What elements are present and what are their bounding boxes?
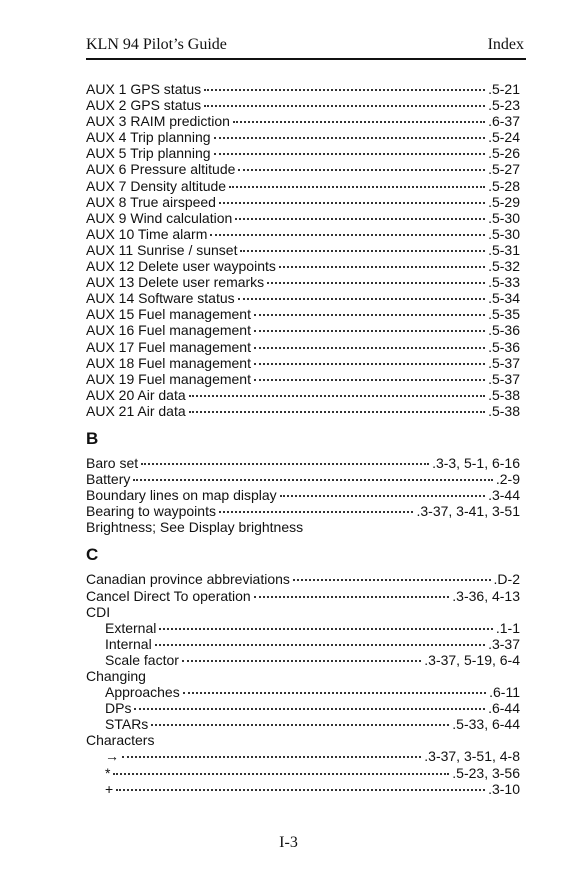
entry-page-ref: .5-23, 3-56 (452, 764, 520, 781)
entry-page-ref: .5-31 (488, 241, 520, 258)
entry-term: → (105, 748, 119, 765)
entry-term: AUX 18 Fuel management (86, 354, 251, 371)
dot-leader (280, 495, 485, 497)
entry-page-ref: .5-33 (488, 274, 520, 291)
dot-leader (219, 511, 414, 513)
entry-term: AUX 15 Fuel management (86, 306, 251, 323)
entry-term: AUX 4 Trip planning (86, 129, 211, 146)
index-entry (86, 113, 520, 129)
entry-term: External (105, 619, 157, 636)
dot-leader (233, 121, 485, 123)
manual-title: KLN 94 Pilot’s Guide (86, 36, 227, 53)
entry-page-ref: .5-34 (488, 290, 520, 307)
entry-term: CDI (86, 603, 111, 620)
entry-term: Battery (86, 471, 131, 488)
entry-term: Changing (86, 668, 146, 684)
entry-term: AUX 1 GPS status (86, 81, 202, 97)
entry-page-ref: .5-26 (488, 145, 520, 162)
entry-term: AUX 12 Delete user waypoints (86, 258, 276, 275)
section-letter-c: C (86, 545, 99, 565)
index-entry (86, 371, 520, 387)
index-entry (86, 748, 520, 764)
entry-page-ref: .5-36 (488, 338, 520, 355)
header-rule (86, 58, 526, 60)
entry-page-ref: .6-11 (489, 684, 520, 701)
index-entry (86, 765, 520, 781)
dot-leader (254, 596, 450, 598)
entry-term: + (105, 780, 114, 797)
entry-page-ref: .6-44 (488, 700, 520, 717)
index-entry (86, 290, 520, 306)
entry-term: AUX 16 Fuel management (86, 322, 251, 339)
entry-page-ref: .5-33, 6-44 (452, 716, 520, 733)
entry-page-ref: .5-27 (488, 161, 520, 178)
dot-leader (254, 330, 485, 332)
entry-page-ref: .1-1 (495, 619, 520, 636)
page-header (86, 34, 524, 58)
entry-term: Baro set (86, 454, 139, 471)
dot-leader (254, 314, 485, 316)
index-entry (86, 403, 520, 419)
index-entry (86, 732, 520, 748)
dot-leader (229, 186, 485, 188)
dot-leader (235, 218, 485, 220)
index-entry (86, 274, 520, 290)
entry-term: AUX 17 Fuel management (86, 338, 251, 355)
entry-term: Internal (105, 635, 152, 652)
dot-leader (279, 266, 485, 268)
entry-term: Approaches (105, 684, 180, 701)
dot-leader (293, 579, 491, 581)
dot-leader (141, 463, 429, 465)
dot-leader (238, 169, 485, 171)
entry-term: AUX 11 Sunrise / sunset (86, 241, 238, 258)
entry-page-ref: .5-37 (488, 370, 520, 387)
dot-leader (133, 479, 493, 481)
dot-leader (254, 379, 485, 381)
index-entry (86, 161, 520, 177)
index-list (86, 81, 520, 797)
index-entry (86, 194, 520, 210)
index-entry (86, 684, 520, 700)
entry-term: AUX 20 Air data (86, 386, 186, 403)
index-entry (86, 519, 520, 535)
entry-term: AUX 14 Software status (86, 290, 235, 307)
entry-term: Characters (86, 732, 155, 749)
entry-term: Brightness; See Display brightness (86, 519, 304, 536)
entry-term: Bearing to waypoints (86, 503, 216, 520)
index-entry (86, 700, 520, 716)
section-b-entries (86, 455, 520, 535)
entry-term: STARs (105, 716, 149, 733)
index-entry (86, 178, 520, 194)
dot-leader (240, 250, 485, 252)
entry-page-ref: .5-35 (488, 306, 520, 323)
dot-leader (210, 234, 485, 236)
entry-page-ref: .3-44 (488, 487, 520, 504)
entry-term: Scale factor (105, 651, 179, 668)
entry-term: AUX 19 Fuel management (86, 370, 251, 387)
entry-term: AUX 6 Pressure altitude (86, 161, 236, 178)
entry-term: Boundary lines on map display (86, 487, 277, 504)
index-entry (86, 604, 520, 620)
entry-page-ref: .5-24 (488, 129, 520, 146)
index-entry (86, 668, 520, 684)
index-entry (86, 210, 520, 226)
index-entry (86, 226, 520, 242)
dot-leader (267, 282, 485, 284)
index-entry (86, 258, 520, 274)
dot-leader (151, 724, 449, 726)
entry-page-ref: .3-36, 4-13 (452, 587, 520, 604)
index-entry (86, 387, 520, 403)
index-entry (86, 81, 520, 97)
index-entry (86, 781, 520, 797)
index-entry (86, 487, 520, 503)
index-entry (86, 652, 520, 668)
dot-leader (159, 628, 493, 630)
entry-term: DPs (105, 700, 132, 717)
entry-page-ref: .5-38 (488, 402, 520, 419)
dot-leader (183, 692, 486, 694)
entry-term: Cancel Direct To operation (86, 587, 251, 604)
entry-page-ref: .3-37, 3-41, 3-51 (416, 503, 520, 520)
index-entry (86, 620, 520, 636)
index-entry (86, 636, 520, 652)
dot-leader (254, 347, 485, 349)
index-entry (86, 339, 520, 355)
dot-leader (214, 137, 486, 139)
index-entry (86, 571, 520, 587)
entry-page-ref: .5-38 (488, 386, 520, 403)
index-entry (86, 322, 520, 338)
index-entry (86, 355, 520, 371)
index-entry (86, 97, 520, 113)
entry-page-ref: .6-37 (488, 113, 520, 130)
entry-page-ref: .5-28 (488, 177, 520, 194)
dot-leader (204, 105, 485, 107)
dot-leader (134, 708, 485, 710)
index-entry (86, 503, 520, 519)
entry-page-ref: .3-10 (488, 780, 520, 797)
entry-term: AUX 7 Density altitude (86, 177, 227, 194)
entry-term: AUX 9 Wind calculation (86, 209, 233, 226)
dot-leader (116, 789, 485, 791)
dot-leader (113, 773, 449, 775)
index-entry (86, 588, 520, 604)
entry-term: AUX 2 GPS status (86, 97, 202, 114)
entry-page-ref: .3-37 (488, 635, 520, 652)
index-entry (86, 242, 520, 258)
entry-term: Canadian province abbreviations (86, 571, 290, 588)
entry-term: AUX 21 Air data (86, 402, 186, 419)
entry-page-ref: .2-9 (495, 471, 520, 488)
entry-page-ref: .5-29 (488, 193, 520, 210)
section-c-entries (86, 571, 520, 796)
dot-leader (238, 298, 485, 300)
dot-leader (182, 660, 421, 662)
dot-leader (189, 395, 485, 397)
dot-leader (122, 756, 421, 758)
entry-term: AUX 10 Time alarm (86, 225, 208, 242)
section-name: Index (487, 36, 524, 53)
index-entry (86, 471, 520, 487)
aux-entries (86, 81, 520, 419)
entry-term: * (105, 764, 111, 781)
dot-leader (214, 153, 486, 155)
index-entry (86, 455, 520, 471)
entry-term: AUX 8 True airspeed (86, 193, 216, 210)
entry-page-ref: .5-32 (488, 258, 520, 275)
entry-page-ref: .3-37, 5-19, 6-4 (424, 651, 520, 668)
dot-leader (219, 202, 485, 204)
dot-leader (254, 363, 485, 365)
section-letter-b: B (86, 428, 99, 448)
page-number: I-3 (279, 834, 298, 851)
entry-page-ref: .5-23 (488, 97, 520, 114)
entry-page-ref: .3-37, 3-51, 4-8 (424, 748, 520, 765)
dot-leader (155, 644, 485, 646)
entry-page-ref: .5-36 (488, 322, 520, 339)
entry-page-ref: .5-37 (488, 354, 520, 371)
index-entry (86, 306, 520, 322)
entry-term: AUX 3 RAIM prediction (86, 113, 230, 130)
entry-page-ref: .5-21 (488, 81, 520, 97)
index-entry (86, 145, 520, 161)
entry-term: AUX 13 Delete user remarks (86, 274, 265, 291)
entry-page-ref: .3-3, 5-1, 6-16 (432, 454, 520, 471)
entry-term: AUX 5 Trip planning (86, 145, 211, 162)
dot-leader (189, 411, 485, 413)
dot-leader (204, 89, 485, 91)
entry-page-ref: .5-30 (488, 225, 520, 242)
entry-page-ref: .5-30 (488, 209, 520, 226)
entry-page-ref: .D-2 (493, 571, 520, 588)
index-entry (86, 716, 520, 732)
index-entry (86, 129, 520, 145)
